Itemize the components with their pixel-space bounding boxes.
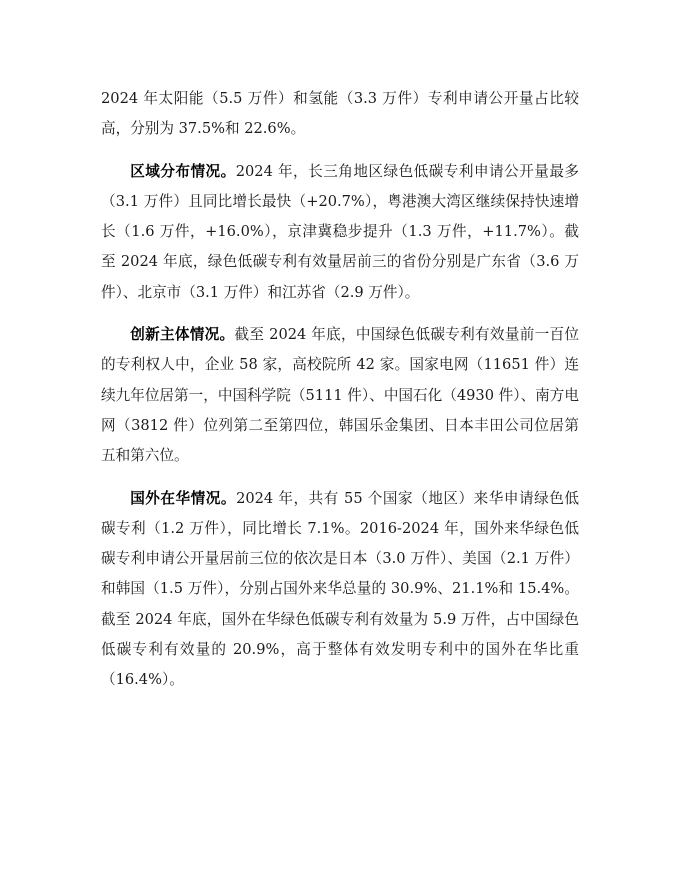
paragraph-foreign-in-china: [101, 484, 579, 696]
paragraph-energy-share: [101, 84, 579, 145]
paragraph-text: 2024 年，长三角地区绿色低碳专利申请公开量最多（3.1 万件）且同比增长最快（+20.7%），粤港澳大湾区继续保持快速增长（1.6 万件，+16.0%），京津冀稳步提升（1.3 万件，+11.7%）。截至 2024 年底，绿色低碳专利有效量居前三的省份分别是广东省（3.6 万件）、北京市（3.1 万件）和江苏省（2.9 万件）。: [101, 162, 579, 301]
paragraph-text: 截至 2024 年底，中国绿色低碳专利有效量前一百位的专利权人中，企业 58 家，高校院所 42 家。国家电网（11651 件）连续九年位居第一，中国科学院（5111 件）、中国石化（4930 件）、南方电网（3812 件）位列第二至第四位，韩国乐金集团、日本丰田公司位居第五和第六位。: [101, 326, 579, 465]
paragraph-regional-distribution: [101, 157, 579, 308]
paragraph-heading: 创新主体情况。: [130, 326, 235, 344]
paragraph-innovation-entities: [101, 320, 579, 471]
document-body: [101, 84, 579, 708]
paragraph-text: 2024 年太阳能（5.5 万件）和氢能（3.3 万件）专利申请公开量占比较高，分别为 37.5%和 22.6%。: [101, 90, 579, 138]
paragraph-text: 2024 年，共有 55 个国家（地区）来华申请绿色低碳专利（1.2 万件），同比增长 7.1%。2016-2024 年，国外来华绿色低碳专利申请公开量居前三位的依次是日本（3.0 万件）、美国（2.1 万件）和韩国（1.5 万件），分别占国外来华总量的 30.9%、21.1%和 15.4%。截至 2024 年底，国外在华绿色低碳专利有效量为 5.9 万件，占中国绿色低碳专利有效量的 20.9%，高于整体有效发明专利中的国外在华比重（16.4%）。: [101, 489, 579, 689]
paragraph-heading: 区域分布情况。: [130, 162, 236, 180]
paragraph-heading: 国外在华情况。: [130, 489, 237, 507]
